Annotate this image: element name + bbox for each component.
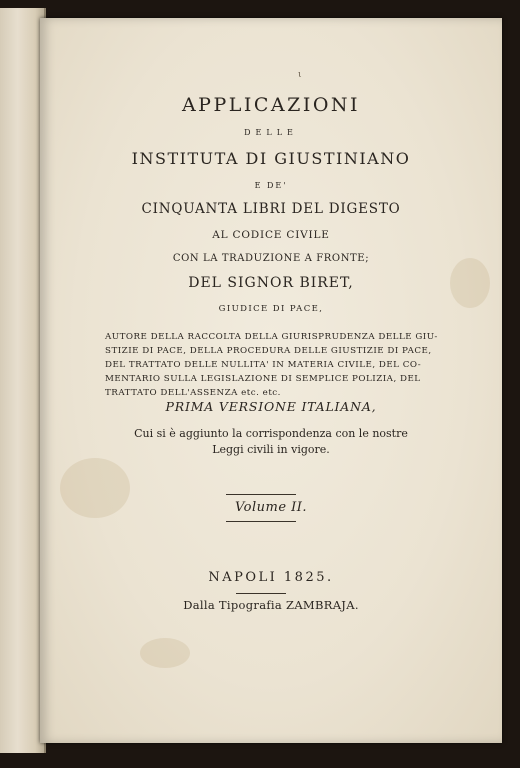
line-al-codice: AL CODICE CIVILE xyxy=(212,229,330,241)
line-instituta: INSTITUTA DI GIUSTINIANO xyxy=(131,149,411,168)
volume-label: Volume II. xyxy=(234,500,308,515)
tick-mark: ι xyxy=(298,70,302,80)
author-name: DEL SIGNOR BIRET, xyxy=(188,275,354,291)
note-line-1: Cui si è aggiunto la corrispondenza con le nostre xyxy=(134,427,408,440)
page-title: APPLICAZIONI xyxy=(181,94,361,116)
rule-bottom xyxy=(226,521,296,522)
description-line: AUTORE DELLA RACCOLTA DELLA GIURISPRUDENZA DELLE GIU- xyxy=(105,332,438,342)
foxing-stain xyxy=(140,638,190,668)
description-line: STIZIE DI PACE, DELLA PROCEDURA DELLE GIUSTIZIE DI PACE, xyxy=(105,346,432,356)
description-line: MENTARIO SULLA LEGISLAZIONE DI SEMPLICE POLIZIA, DEL xyxy=(105,374,421,384)
imprint-printer: Dalla Tipografia ZAMBRAJA. xyxy=(183,598,359,612)
description-line: TRATTATO DELL'ASSENZA etc. etc. xyxy=(105,388,281,398)
rule-top xyxy=(226,494,296,495)
line-delle: DELLE xyxy=(244,128,298,137)
line-traduzione: CON LA TRADUZIONE A FRONTE; xyxy=(172,253,370,264)
line-cinquanta: CINQUANTA LIBRI DEL DIGESTO xyxy=(141,201,401,217)
line-ede: E DE' xyxy=(254,181,288,190)
edition-line: PRIMA VERSIONE ITALIANA, xyxy=(165,399,377,414)
imprint-place-year: NAPOLI 1825. xyxy=(208,570,334,585)
title-page xyxy=(40,18,502,743)
imprint-rule xyxy=(236,593,286,594)
note-line-2: Leggi civili in vigore. xyxy=(212,443,330,456)
author-role: GIUDICE DI PACE, xyxy=(218,304,324,314)
description-line: DEL TRATTATO DELLE NULLITA' IN MATERIA CIVILE, DEL CO- xyxy=(105,360,422,370)
author-description xyxy=(105,330,450,400)
